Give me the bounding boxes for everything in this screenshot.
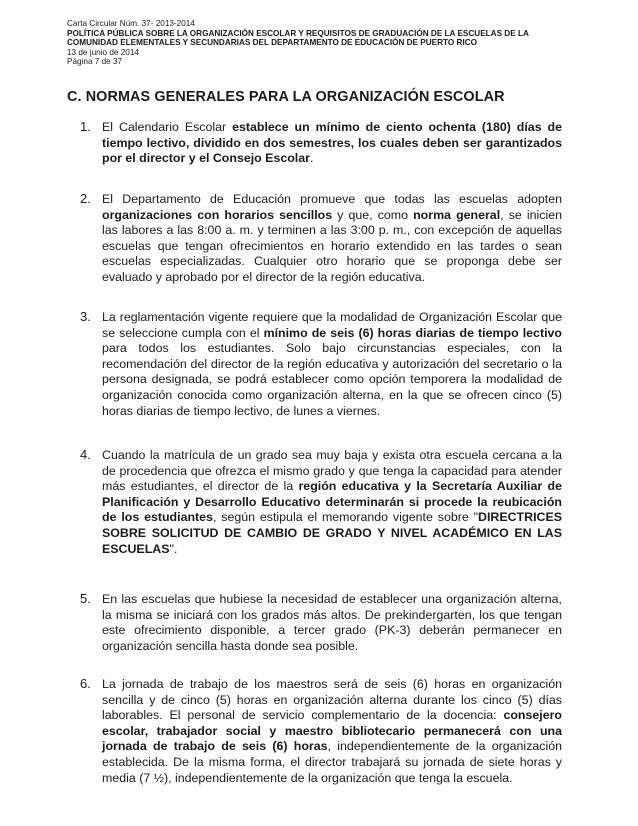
text-segment: ". <box>169 541 178 556</box>
document-header <box>67 19 597 67</box>
bold-text-segment: norma general <box>413 207 501 222</box>
list-item-text <box>102 310 562 419</box>
bold-text-segment: organizaciones con horarios sencillos <box>102 207 333 222</box>
bold-text-segment: mínimo de seis (6) horas diarias de tiempo lectivo <box>263 325 562 340</box>
section-title: C. NORMAS GENERALES PARA LA ORGANIZACIÓN ESCOLAR <box>67 89 505 105</box>
bold-text-segment: región educativa y la Secretaría Auxiliar de Planificación y Desarrollo Educativo determinarán si procede la reubicación de los estudiantes <box>102 479 562 525</box>
text-segment: El Departamento de Educación promueve que todas las escuelas adopten <box>102 192 562 206</box>
text-segment: La reglamentación vigente requiere que la modalidad de Organización Escolar que se seleccione cumpla con el <box>102 310 562 340</box>
header-title-line-2: COMUNIDAD ELEMENTALES Y SECUNDARIAS DEL DEPARTAMENTO DE EDUCACIÓN DE PUERTO RICO <box>67 38 478 48</box>
list-item-text <box>102 448 562 557</box>
header-date: 13 de junio de 2014 <box>67 47 139 57</box>
text-segment: En las escuelas que hubiese la necesidad de establecer una organización alterna, la misma se iniciará con los grados más altos. De prekindergarten, los que tengan este ofrecimiento disponible, a tercer grado (PK-3) deberán permanecer en organización sencilla hasta donde sea posible. <box>102 592 562 653</box>
list-item-number: 3. <box>80 309 91 324</box>
text-segment: El Calendario Escolar <box>102 120 233 134</box>
text-segment: . <box>309 151 314 166</box>
text-segment: , independientemente de la organización establecida. De la misma forma, el director trabajará su jornada de siete horas y media (7 ½), independientemente de la organización que tenga la escuela. <box>102 739 563 785</box>
list-item-number: 6. <box>80 676 91 691</box>
list-item-number: 5. <box>80 591 91 606</box>
text-segment: , se inicien las labores a las 8:00 a. m. y terminen a las 3:00 p. m., con excepción de aquellas escuelas que tengan ofrecimientos en horario extendido en las tardes o sean escuelas especializadas. Cualquier otro horario que se proponga debe ser evaluado y aprobado por el director de la región educativa. <box>102 207 562 284</box>
header-circular-number: Carta Circular Núm. 37- 2013-2014 <box>67 19 195 28</box>
list-item-number: 2. <box>80 191 91 206</box>
header-page-number: Página 7 de 37 <box>67 57 123 67</box>
text-segment: , según estipula el memorando vigente sobre " <box>212 510 478 525</box>
list-item-text <box>102 120 562 167</box>
bold-text-segment: consejero escolar, trabajador social y maestro bibliotecario permanecerá con una jornada de trabajo de seis (6) horas <box>102 708 562 754</box>
text-segment: para todos los estudiantes. Solo bajo circunstancias especiales, con la recomendación del director de la región educativa y autorización del secretario o la persona designada, se podrá establecer como opción temporera la modalidad de organización conocida como organización alterna, en la que se ofrecen cinco (5) horas diarias de tiempo lectivo, de lunes a viernes. <box>102 341 562 418</box>
bold-text-segment: establece un mínimo de ciento ochenta (180) días de tiempo lectivo, dividido en dos semestres, los cuales deben ser garantizados por el director y el Consejo Escolar <box>102 120 562 166</box>
list-item-text <box>102 192 562 286</box>
list-item-text <box>102 677 562 786</box>
text-segment: La jornada de trabajo de los maestros será de seis (6) horas en organización sencilla y de cinco (5) horas en organización alterna durante los cinco (5) días laborables. El personal de servicio complementario de la docencia: <box>102 677 562 723</box>
list-item-number: 1. <box>80 119 91 134</box>
list-item-number: 4. <box>80 447 91 462</box>
list-item-text <box>102 592 562 654</box>
text-segment: y que, como <box>332 207 414 222</box>
header-title-line-1: POLÍTICA PÚBLICA SOBRE LA ORGANIZACIÓN ESCOLAR Y REQUISITOS DE GRADUACIÓN DE LA ESCUELAS DE LA <box>67 28 529 38</box>
bold-text-segment: DIRECTRICES SOBRE SOLICITUD DE CAMBIO DE GRADO Y NIVEL ACADÉMICO EN LAS ESCUELAS <box>102 510 562 556</box>
text-segment: Cuando la matrícula de un grado sea muy baja y exista otra escuela cercana a la de procedencia que ofrezca el mismo grado y que tenga la capacidad para atender más estudiantes, el director de la <box>102 448 562 494</box>
